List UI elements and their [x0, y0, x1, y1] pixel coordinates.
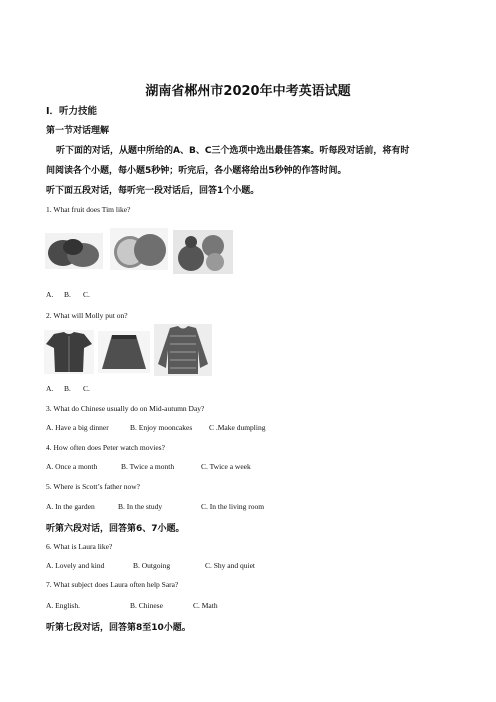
instructions-line-2: 间阅读各个小题，每小题5秒钟；听完后，各小题将给出5秒钟的作答时间。 — [46, 166, 347, 176]
option-c[interactable]: C. — [83, 290, 90, 299]
coat-image — [154, 324, 212, 376]
group-instruction-1: 听下面五段对话，每听完一段对话后，回答1个小题。 — [46, 186, 260, 196]
section-heading: I．听力技能 — [46, 106, 98, 117]
group-instruction-2: 听第六段对话，回答第6、7小题。 — [46, 524, 185, 534]
option-a[interactable]: A. In the garden — [46, 502, 95, 511]
option-c[interactable]: C. In the living room — [201, 502, 265, 511]
question-3: 3. What do Chinese usually do on Mid-autumn Day? — [46, 404, 205, 413]
question-2: 2. What will Molly put on? — [46, 311, 128, 320]
question-6-options — [46, 561, 255, 570]
option-b[interactable]: B. — [64, 384, 71, 393]
option-b[interactable]: B. Enjoy mooncakes — [130, 423, 193, 432]
question-5-options — [46, 502, 264, 511]
question-1: 1. What fruit does Tim like? — [46, 205, 131, 214]
part-heading: 第一节对话理解 — [46, 126, 110, 136]
option-b[interactable]: B. — [64, 290, 71, 299]
shirt-image — [44, 330, 94, 374]
option-b[interactable]: B. Outgoing — [133, 561, 171, 570]
option-a[interactable]: A. Have a big dinner — [46, 423, 109, 432]
instructions-line-1: 听下面的对话，从题中所给的A、B、C三个选项中选出最佳答案。听每段对话前，将有时 — [56, 146, 410, 156]
question-3-options — [46, 423, 265, 432]
question-6: 6. What is Laura like? — [46, 542, 113, 551]
option-a[interactable]: A. — [46, 290, 54, 299]
option-b[interactable]: B. Chinese — [130, 601, 163, 610]
fruit-image-b — [110, 228, 168, 270]
skirt-image — [98, 331, 150, 373]
option-a[interactable]: A. — [46, 384, 54, 393]
question-4: 4. How often does Peter watch movies? — [46, 443, 165, 452]
option-c[interactable]: C. Shy and quiet — [205, 561, 255, 570]
option-c[interactable]: C. Twice a week — [201, 462, 251, 471]
question-4-options — [46, 462, 251, 471]
option-a[interactable]: A. English. — [46, 601, 80, 610]
fruit-image-a — [45, 233, 103, 269]
option-b[interactable]: B. Twice a month — [121, 462, 175, 471]
question-7-options — [46, 601, 218, 610]
option-b[interactable]: B. In the study — [118, 502, 163, 511]
fruit-image-c — [173, 230, 233, 274]
group-instruction-3: 听第七段对话，回答第8至10小题。 — [46, 623, 191, 633]
option-a[interactable]: A. Lovely and kind — [46, 561, 105, 570]
question-1-options — [46, 290, 90, 299]
option-c[interactable]: C. Math — [193, 601, 218, 610]
page-title: 湖南省郴州市2020年中考英语试题 — [145, 84, 351, 99]
question-7: 7. What subject does Laura often help Sara? — [46, 580, 179, 589]
option-a[interactable]: A. Once a month — [46, 462, 98, 471]
question-5: 5. Where is Scott’s father now? — [46, 482, 141, 491]
question-2-options — [46, 384, 90, 393]
option-c[interactable]: C. — [83, 384, 90, 393]
option-c[interactable]: C .Make dumpling — [209, 423, 266, 432]
